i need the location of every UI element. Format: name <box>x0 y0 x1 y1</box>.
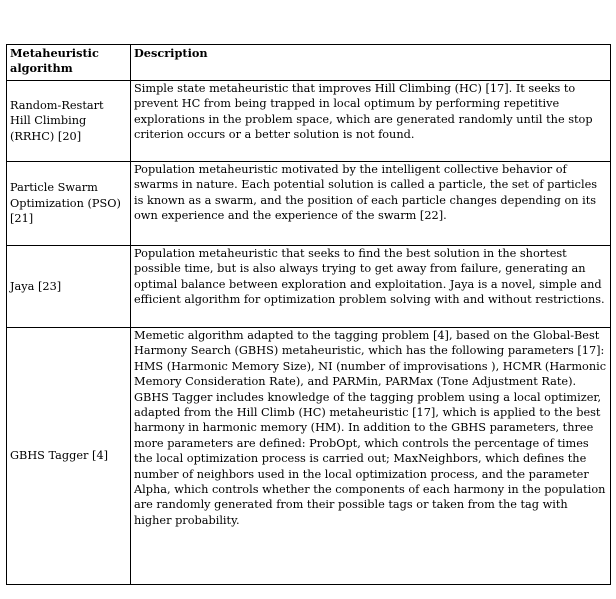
table-row <box>7 81 611 162</box>
algorithm-name-cell: GBHS Tagger [4] <box>7 328 131 585</box>
algorithm-name-cell: Particle Swarm Optimization (PSO) [21] <box>7 162 131 246</box>
header-description: Description <box>131 45 611 81</box>
table-row <box>7 162 611 246</box>
table-header-row <box>7 45 611 81</box>
description-cell: Population metaheuristic that seeks to find the best solution in the shortest possible time, but is also always trying to get away from failure, generating an optimal balance between exploration and exploitation. Jaya is a novel, simple and efficient algorithm for optimization problem solving with and without restrictions. <box>131 246 611 328</box>
algorithm-name-cell: Random-Restart Hill Climbing (RRHC) [20] <box>7 81 131 162</box>
description-cell: Memetic algorithm adapted to the tagging problem [4], based on the Global-Best Harmony Search (GBHS) metaheuristic, which has the following parameters [17]: HMS (Harmonic Memory Size), NI (number of improvisations ), HCMR (Harmonic Memory Consideration Rate), and PARMin, PARMax (Tone Adjustment Rate). GBHS Tagger includes knowledge of the tagging problem using a local optimizer, adapted from the Hill Climb (HC) metaheuristic [17], which is applied to the best harmony in harmonic memory (HM). In addition to the GBHS parameters, three more parameters are defined: ProbOpt, which controls the percentage of times the local optimization process is carried out; MaxNeighbors, which defines the number of neighbors used in the local optimization process, and the parameter Alpha, which controls whether the components of each harmony in the population are randomly generated from their possible tags or taken from the tag with higher probability. <box>131 328 611 585</box>
description-cell: Population metaheuristic motivated by the intelligent collective behavior of swarms in nature. Each potential solution is called a particle, the set of particles is known as a swarm, and the position of each particle changes depending on its own experience and the experience of the swarm [22]. <box>131 162 611 246</box>
metaheuristics-table <box>6 44 611 585</box>
description-cell: Simple state metaheuristic that improves Hill Climbing (HC) [17]. It seeks to prevent HC from being trapped in local optimum by performing repetitive explorations in the problem space, which are generated randomly until the stop criterion occurs or a better solution is not found. <box>131 81 611 162</box>
table-row <box>7 246 611 328</box>
table-row <box>7 328 611 585</box>
algorithm-name-cell: Jaya [23] <box>7 246 131 328</box>
header-algorithm: Metaheuristic algorithm <box>7 45 131 81</box>
